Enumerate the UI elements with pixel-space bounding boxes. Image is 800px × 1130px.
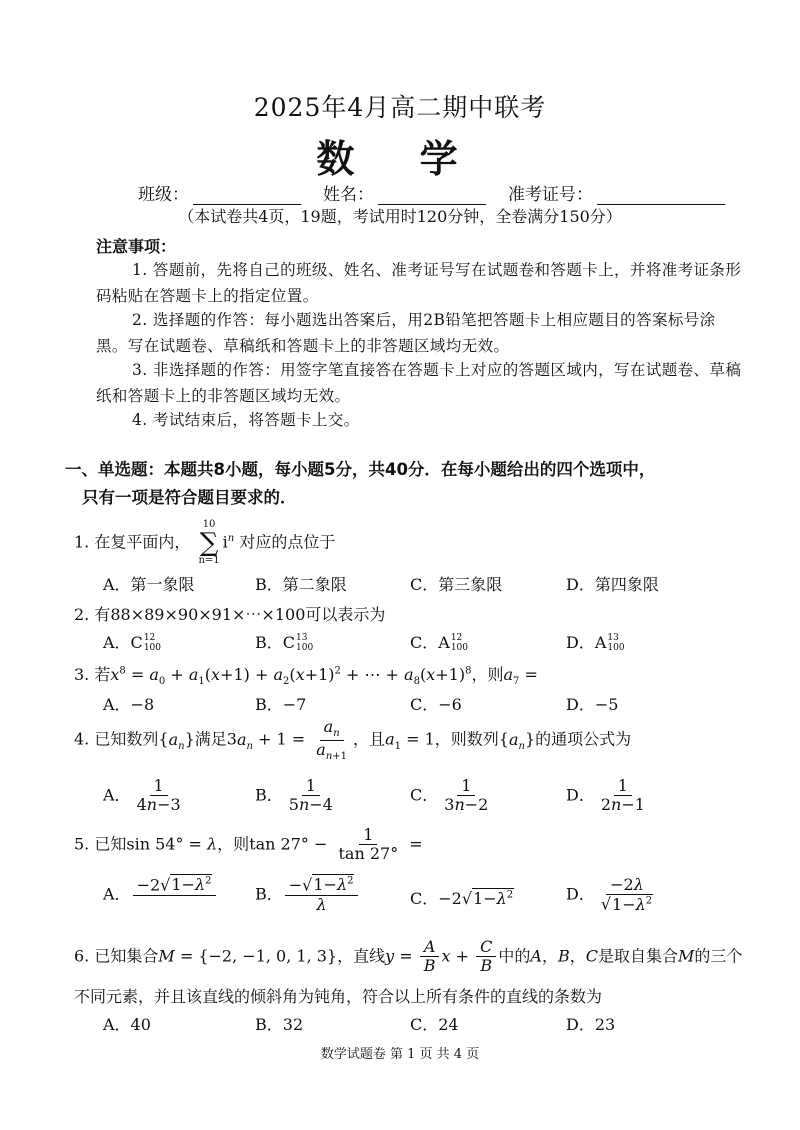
subject-title: 数 学 — [316, 136, 484, 181]
question-6: 6. 已知集合M = {−2, −1, 0, 1, 3}，直线y = $\frac{A}{B}$ x + $\frac{C}{B}$ 中的A，B，C是取自集合M的三个 — [74, 937, 743, 976]
q4-pre: 已知数列 — [94, 729, 159, 749]
q4-option-d: D． $\frac{1}{2n-1}$ — [566, 776, 645, 815]
q3-option-b: B．−7 — [255, 695, 307, 714]
q1-option-c: C．第三象限 — [410, 575, 503, 594]
notice-item-3: 3. 非选择题的作答：用签字笔直接答在答题卡上对应的答题区域内，写在试题卷、草稿纸和答题卡上的非答题区域均无效。 — [96, 361, 742, 405]
id-label: 准考证号： — [508, 185, 593, 205]
q4-number: 4. — [74, 729, 90, 749]
notice-item-1: 1. 答题前，先将自己的班级、姓名、准考证号写在试题卷和答题卡上，并将准考证条形码粘贴在答题卡上的指定位置。 — [96, 261, 742, 305]
q6-mid1: ，直线 — [337, 946, 386, 966]
question-2 — [74, 602, 385, 625]
q4-mid2: ，且 — [353, 729, 386, 749]
q6-mid3: 是取自集合 — [598, 946, 679, 966]
q1-option-b: B．第二象限 — [255, 575, 347, 594]
q2-option-d: D．A 13 100 — [566, 632, 625, 653]
q3-option-d: D．−5 — [566, 695, 619, 714]
q5-fraction: $\frac{1}{\tan 27^\circ}$ — [338, 825, 399, 864]
q5-option-a: A． $-2√1-\lambda^2$ — [103, 876, 218, 914]
q4-fraction: $\frac{a_n}{a_{n+1}}$ — [316, 717, 348, 762]
id-blank — [597, 188, 725, 205]
q6-post: 的三个 — [694, 946, 743, 966]
section-heading-line1: 一、单选题：本题共8小题，每小题5分，共40分．在每小题给出的四个选项中， — [65, 460, 656, 479]
student-info-row — [138, 180, 725, 205]
q3-option-a: A．−8 — [103, 695, 155, 714]
q3-number: 3. — [74, 665, 90, 684]
question-4: 4. 已知数列$\{a_n\}$满足$3a_n + 1$ = $\frac{a_n}{a_{n+1}}$ ，且$a_1 = 1$，则数列$\{a_n\}$的通项公式为 — [74, 717, 632, 762]
q2-text: 有88×89×90×91×⋯×100可以表示为 — [94, 605, 386, 624]
q6-line2: 不同元素，并且该直线的倾斜角为钝角，符合以上所有条件的直线的条数为 — [74, 987, 603, 1006]
q6-mid2: 中的 — [498, 946, 531, 966]
name-blank — [378, 188, 486, 205]
section-heading-line2: 只有一项是符合题目要求的． — [82, 488, 297, 507]
q1-pre: 在复平面内， — [94, 532, 191, 552]
q1-option-a: A．第一象限 — [103, 575, 195, 594]
q2-option-c: C．A 12 100 — [410, 632, 468, 653]
q5-option-c: C．$-2√1-\lambda^2$ — [410, 889, 514, 908]
q4-post: 的通项公式为 — [535, 729, 632, 749]
class-blank — [193, 188, 301, 205]
q4-option-a: A． $\frac{1}{4n-3}$ — [103, 776, 181, 815]
q5-option-d: D． $\frac{-2\lambda}{√1-\lambda^2}$ — [566, 875, 653, 914]
q6-option-a: A．40 — [103, 1015, 151, 1034]
q4-option-c: C． $\frac{1}{3n-2}$ — [410, 776, 489, 815]
q2-option-a: A．C 12 100 — [103, 632, 161, 653]
q5-mid: ，则 — [217, 834, 250, 854]
section-heading — [65, 456, 745, 512]
notice-item-2: 2. 选择题的作答：每小题选出答案后，用2B铅笔把答题卡上相应题目的答案标号涂黑。写在试题卷、草稿纸和答题卡上的非答题区域均无效。 — [96, 311, 716, 355]
q6-pre: 已知集合 — [94, 946, 159, 966]
q4-option-b: B． $\frac{1}{5n-4}$ — [255, 776, 333, 815]
q4-mid1: 满足 — [194, 729, 227, 749]
question-1: 1. 在复平面内， 10 ∑ n=1 $i^n$ 对应的点位于 — [74, 519, 336, 566]
name-label: 姓名： — [323, 185, 374, 205]
q1-sum-bottom: n=1 — [198, 555, 220, 566]
notice-heading: 注意事项： — [96, 237, 177, 256]
q2-number: 2. — [74, 605, 90, 624]
notice-item-4: 4. 考试结束后，将答题卡上交。 — [132, 411, 360, 429]
q3-post: ，则 — [471, 665, 504, 684]
q1-sum: 10 ∑ n=1 — [198, 519, 220, 566]
q1-option-d: D．第四象限 — [566, 575, 659, 594]
q3-option-c: C．−6 — [410, 695, 462, 714]
class-label: 班级： — [138, 185, 189, 205]
question-3: 3. 若$x^8 = a_0 + a_1(x+1) + a_2(x+1)^2$ + ⋯ + $a_8(x+1)^8$，则$a_7$ = — [74, 665, 538, 688]
q1-post: 对应的点位于 — [239, 532, 336, 552]
q1-sum-top: 10 — [202, 519, 216, 530]
page-footer: 数学试题卷 第 1 页 共 4 页 — [320, 1047, 480, 1062]
q5-number: 5. — [74, 834, 90, 854]
q6-number: 6. — [74, 946, 90, 966]
q1-number: 1. — [74, 532, 90, 552]
q2-option-b: B．C 13 100 — [255, 632, 314, 653]
q6-option-b: B．32 — [255, 1015, 304, 1034]
q4-mid3: ，则数列 — [434, 729, 499, 749]
q6-option-d: D．23 — [566, 1015, 616, 1034]
q5-option-b: B． $\frac{-√1-\lambda^2}{\lambda}$ — [255, 876, 360, 914]
exam-title: 2025年4月高二期中联考 — [253, 93, 547, 122]
q3-pre: 若 — [94, 665, 111, 684]
question-5: 5. 已知sin 54° = λ，则tan 27° − $\frac{1}{\tan 27^\circ}$ = — [74, 825, 423, 864]
q5-pre: 已知 — [94, 834, 127, 854]
q6-option-c: C．24 — [410, 1015, 459, 1034]
exam-note: （本试卷共4页，19题，考试用时120分钟，全卷满分150分） — [178, 207, 622, 226]
